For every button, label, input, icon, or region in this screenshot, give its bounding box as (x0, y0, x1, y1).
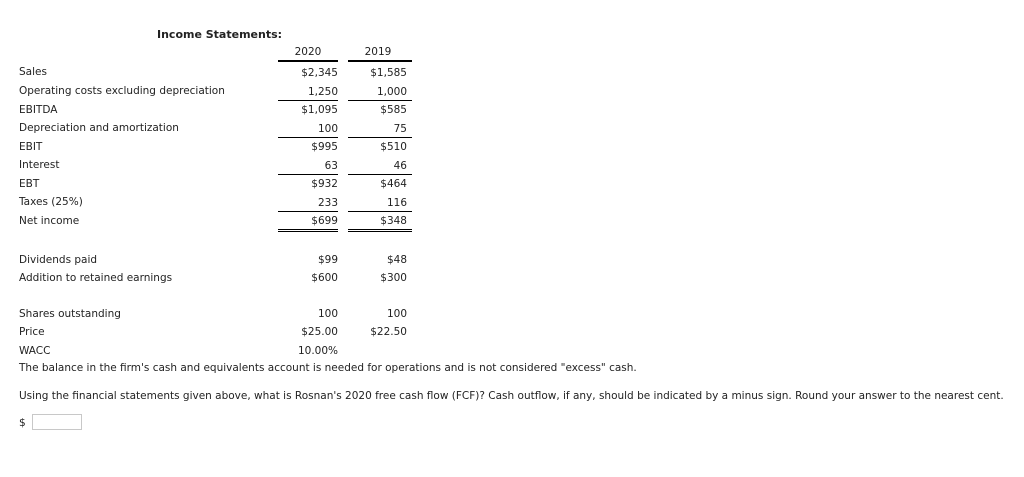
row-label: EBIT (19, 141, 43, 153)
row-label: WACC (19, 345, 51, 357)
value-2019: 116 (386, 197, 407, 209)
value-2019: $48 (386, 254, 407, 266)
value-2020: 100 (317, 123, 338, 135)
value-2020: $600 (311, 272, 338, 284)
currency-symbol: $ (19, 417, 26, 429)
row-label: EBITDA (19, 104, 58, 116)
value-2020: $932 (311, 178, 338, 190)
cash-note: The balance in the firm's cash and equivalents account is needed for operations and is not considered "excess" cash. (19, 362, 637, 374)
value-2020: 1,250 (307, 86, 338, 98)
header-underline-2020 (278, 60, 338, 62)
value-2020: $699 (311, 215, 338, 227)
subtotal-line-2019 (348, 137, 412, 138)
value-2019: 100 (386, 308, 407, 320)
value-2019: $300 (380, 272, 407, 284)
value-2020: $2,345 (301, 67, 338, 79)
subtotal-line-2019 (348, 211, 412, 212)
subtotal-line-2019 (348, 100, 412, 101)
value-2019: $1,585 (370, 67, 407, 79)
row-label: Shares outstanding (19, 308, 121, 320)
value-2020: 100 (317, 308, 338, 320)
value-2020: $99 (317, 254, 338, 266)
value-2020: $995 (311, 141, 338, 153)
value-2020: 10.00% (297, 345, 338, 357)
fcf-answer-input[interactable] (32, 414, 82, 430)
value-2020: $1,095 (301, 104, 338, 116)
row-label: Dividends paid (19, 254, 98, 266)
row-label: Depreciation and amortization (19, 122, 179, 134)
subtotal-line-2019 (348, 174, 412, 175)
row-label: Operating costs excluding depreciation (19, 85, 225, 97)
value-2019: 46 (393, 160, 407, 172)
row-label: Price (19, 326, 45, 338)
value-2019: $585 (380, 104, 407, 116)
row-label: Sales (19, 66, 47, 78)
question-text: Using the financial statements given above, what is Rosnan's 2020 free cash flow (FCF)? Cash outflow, if any, should be indicated by a minus sign. Round your answer to the nearest cent. (19, 390, 1004, 402)
subtotal-line-2020 (278, 211, 338, 212)
subtotal-line-2020 (278, 137, 338, 138)
value-2019: 1,000 (376, 86, 407, 98)
header-underline-2019 (348, 60, 412, 62)
value-2019: $464 (380, 178, 407, 190)
value-2019: $348 (380, 215, 407, 227)
row-label: Net income (19, 215, 80, 227)
value-2019: $22.50 (370, 326, 407, 338)
value-2020: 63 (324, 160, 338, 172)
value-2019: 75 (393, 123, 407, 135)
subtotal-line-2020 (278, 174, 338, 175)
value-2020: $25.00 (301, 326, 338, 338)
row-label: Interest (19, 159, 60, 171)
year-header-2020: 2020 (294, 46, 322, 58)
year-header-2019: 2019 (364, 46, 392, 58)
statement-title: Income Statements: (157, 28, 283, 41)
value-2019: $510 (380, 141, 407, 153)
total-double-line-2020 (278, 229, 338, 232)
row-label: Taxes (25%) (19, 196, 83, 208)
total-double-line-2019 (348, 229, 412, 232)
value-2020: 233 (317, 197, 338, 209)
row-label: EBT (19, 178, 40, 190)
subtotal-line-2020 (278, 100, 338, 101)
row-label: Addition to retained earnings (19, 272, 173, 284)
